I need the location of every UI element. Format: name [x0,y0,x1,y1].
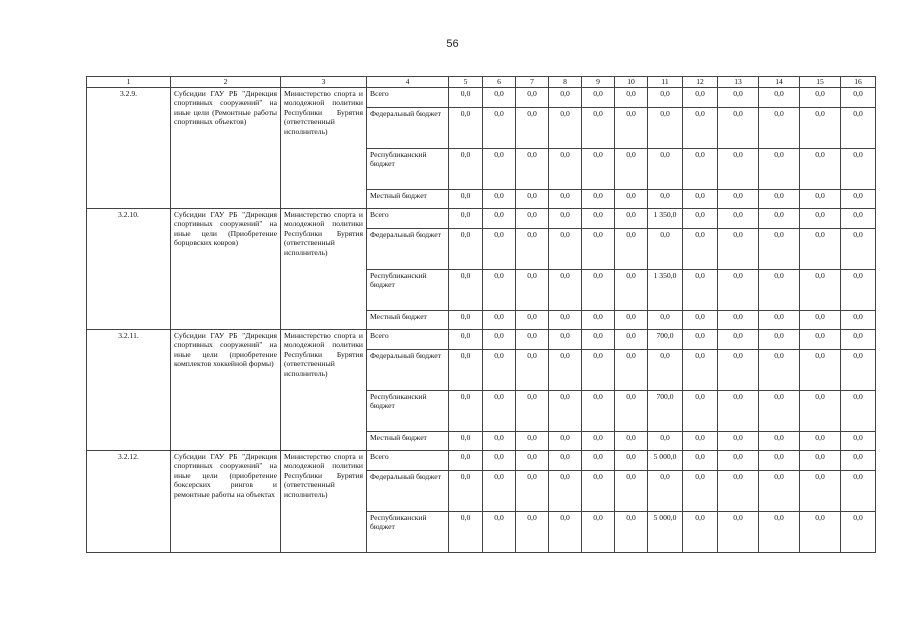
funding-value: 0,0 [648,108,683,149]
funding-value: 0,0 [549,190,582,209]
funding-value: 0,0 [615,391,648,432]
funding-value: 0,0 [648,350,683,391]
funding-value: 0,0 [841,229,876,270]
funding-value: 0,0 [648,229,683,270]
funding-value: 0,0 [683,451,718,471]
funding-value: 0,0 [449,512,483,553]
funding-value: 0,0 [582,311,615,330]
funding-value: 0,0 [841,471,876,512]
funding-value: 0,0 [718,149,759,190]
table-header-row [87,77,876,88]
funding-value: 0,0 [683,512,718,553]
funding-value: 0,0 [759,209,800,229]
funding-value: 0,0 [800,209,841,229]
funding-value: 0,0 [615,451,648,471]
funding-value: 0,0 [648,149,683,190]
funding-value: 0,0 [582,190,615,209]
funding-value: 0,0 [582,350,615,391]
funding-value: 0,0 [841,108,876,149]
funding-value: 0,0 [800,350,841,391]
funding-value: 0,0 [449,190,483,209]
funding-value: 0,0 [683,391,718,432]
funding-value: 0,0 [718,471,759,512]
funding-value: 0,0 [759,229,800,270]
funding-value: 0,0 [449,149,483,190]
funding-value: 0,0 [549,88,582,108]
funding-value: 0,0 [483,108,516,149]
funding-value: 0,0 [582,88,615,108]
funding-value: 1 350,0 [648,270,683,311]
funding-value: 0,0 [582,149,615,190]
funding-value: 0,0 [718,451,759,471]
funding-value: 0,0 [483,432,516,451]
measure-code: 3.2.12. [87,451,171,553]
funding-value: 0,0 [516,451,549,471]
funding-value: 0,0 [841,391,876,432]
funding-value: 0,0 [759,471,800,512]
funding-value: 0,0 [582,330,615,350]
table-row [87,330,876,350]
funding-value: 0,0 [549,229,582,270]
funding-value: 0,0 [841,149,876,190]
funding-value: 0,0 [800,330,841,350]
funding-value: 0,0 [549,432,582,451]
funding-value: 0,0 [483,229,516,270]
funding-value: 0,0 [582,432,615,451]
funding-source: Федеральный бюджет [367,229,449,270]
funding-value: 0,0 [759,311,800,330]
funding-value: 0,0 [615,471,648,512]
funding-value: 0,0 [683,209,718,229]
funding-value: 0,0 [718,209,759,229]
funding-value: 0,0 [800,451,841,471]
measure-name: Субсидии ГАУ РБ "Дирекция спортивных сооружений" на иные цели (приобретение комплектов хоккейной формы) [171,330,281,451]
measure-name: Субсидии ГАУ РБ "Дирекция спортивных сооружений" на иные цели (Приобретение борцовских ковров) [171,209,281,330]
funding-value: 0,0 [516,190,549,209]
funding-value: 0,0 [718,88,759,108]
funding-value: 0,0 [718,270,759,311]
funding-value: 1 350,0 [648,209,683,229]
funding-value: 0,0 [800,229,841,270]
funding-value: 0,0 [483,350,516,391]
funding-value: 0,0 [648,432,683,451]
funding-value: 0,0 [516,350,549,391]
measure-code: 3.2.9. [87,88,171,209]
funding-value: 0,0 [615,229,648,270]
funding-value: 0,0 [841,209,876,229]
measure-code: 3.2.11. [87,330,171,451]
funding-value: 0,0 [582,209,615,229]
funding-value: 0,0 [683,311,718,330]
funding-value: 0,0 [516,209,549,229]
funding-value: 0,0 [582,229,615,270]
funding-value: 0,0 [683,471,718,512]
column-header: 14 [759,77,800,88]
funding-value: 0,0 [648,311,683,330]
funding-value: 0,0 [800,391,841,432]
column-header: 4 [367,77,449,88]
funding-value: 0,0 [483,270,516,311]
funding-value: 0,0 [759,512,800,553]
funding-value: 0,0 [483,512,516,553]
column-header: 7 [516,77,549,88]
funding-value: 0,0 [800,311,841,330]
funding-value: 0,0 [449,229,483,270]
measure-name: Субсидии ГАУ РБ "Дирекция спортивных сооружений" на иные цели (Ремонтные работы спортивных объектов) [171,88,281,209]
funding-value: 0,0 [615,108,648,149]
column-header: 3 [281,77,367,88]
funding-value: 0,0 [759,190,800,209]
column-header: 5 [449,77,483,88]
funding-value: 0,0 [800,108,841,149]
responsible-executor: Министерство спорта и молодежной политики Республики Бурятия (ответственный исполнитель) [281,330,367,451]
funding-value: 700,0 [648,330,683,350]
funding-value: 0,0 [683,149,718,190]
funding-value: 0,0 [759,108,800,149]
funding-value: 5 000,0 [648,512,683,553]
funding-value: 0,0 [449,471,483,512]
funding-value: 0,0 [449,451,483,471]
funding-value: 0,0 [615,149,648,190]
funding-source: Республиканский бюджет [367,270,449,311]
funding-value: 0,0 [549,108,582,149]
funding-value: 0,0 [683,350,718,391]
funding-value: 0,0 [483,149,516,190]
funding-value: 0,0 [483,209,516,229]
funding-value: 0,0 [841,451,876,471]
funding-value: 0,0 [516,149,549,190]
funding-value: 0,0 [841,432,876,451]
funding-value: 0,0 [759,88,800,108]
page-number: 56 [446,38,459,50]
funding-value: 0,0 [582,451,615,471]
funding-value: 0,0 [683,108,718,149]
funding-value: 0,0 [615,209,648,229]
funding-value: 0,0 [449,209,483,229]
funding-value: 0,0 [648,471,683,512]
funding-value: 0,0 [516,471,549,512]
funding-value: 0,0 [648,88,683,108]
funding-value: 0,0 [841,311,876,330]
funding-value: 0,0 [516,311,549,330]
table-row [87,209,876,229]
funding-value: 0,0 [483,471,516,512]
funding-value: 0,0 [549,149,582,190]
funding-value: 0,0 [759,350,800,391]
funding-value: 0,0 [718,190,759,209]
funding-value: 0,0 [718,311,759,330]
funding-source: Республиканский бюджет [367,149,449,190]
funding-value: 0,0 [615,512,648,553]
funding-value: 0,0 [449,391,483,432]
column-header: 15 [800,77,841,88]
funding-value: 0,0 [615,432,648,451]
funding-value: 0,0 [516,330,549,350]
column-header: 6 [483,77,516,88]
funding-value: 0,0 [516,229,549,270]
funding-value: 0,0 [516,108,549,149]
funding-value: 0,0 [800,270,841,311]
funding-value: 0,0 [549,471,582,512]
funding-value: 0,0 [841,270,876,311]
table-row [87,451,876,471]
funding-value: 0,0 [582,391,615,432]
funding-value: 0,0 [841,350,876,391]
table-row [87,88,876,108]
funding-value: 0,0 [841,330,876,350]
funding-value: 0,0 [449,270,483,311]
column-header: 1 [87,77,171,88]
funding-value: 0,0 [683,270,718,311]
funding-value: 0,0 [615,311,648,330]
funding-value: 0,0 [759,432,800,451]
funding-value: 0,0 [549,209,582,229]
funding-value: 0,0 [718,350,759,391]
funding-value: 0,0 [483,451,516,471]
column-header: 16 [841,77,876,88]
funding-value: 0,0 [582,270,615,311]
column-header: 12 [683,77,718,88]
funding-value: 0,0 [759,149,800,190]
funding-source: Всего [367,209,449,229]
funding-value: 0,0 [549,311,582,330]
funding-value: 700,0 [648,391,683,432]
funding-value: 0,0 [516,270,549,311]
funding-source: Федеральный бюджет [367,108,449,149]
funding-value: 0,0 [718,512,759,553]
funding-value: 0,0 [800,471,841,512]
funding-value: 0,0 [759,451,800,471]
funding-value: 0,0 [800,149,841,190]
responsible-executor: Министерство спорта и молодежной политики Республики Бурятия (ответственный исполнитель) [281,451,367,553]
funding-value: 0,0 [683,432,718,451]
budget-table [86,76,876,553]
funding-value: 0,0 [449,108,483,149]
column-header: 13 [718,77,759,88]
column-header: 9 [582,77,615,88]
funding-value: 0,0 [516,88,549,108]
funding-value: 0,0 [483,330,516,350]
funding-source: Всего [367,88,449,108]
funding-value: 0,0 [683,88,718,108]
funding-value: 0,0 [449,350,483,391]
funding-value: 0,0 [483,190,516,209]
column-header: 10 [615,77,648,88]
funding-value: 0,0 [516,432,549,451]
funding-source: Республиканский бюджет [367,512,449,553]
funding-value: 0,0 [759,270,800,311]
funding-value: 0,0 [615,270,648,311]
funding-source: Всего [367,451,449,471]
funding-value: 0,0 [449,330,483,350]
funding-value: 0,0 [841,190,876,209]
funding-source: Всего [367,330,449,350]
funding-value: 0,0 [759,330,800,350]
funding-value: 0,0 [449,432,483,451]
funding-value: 0,0 [800,432,841,451]
funding-value: 0,0 [718,330,759,350]
funding-source: Республиканский бюджет [367,391,449,432]
funding-value: 5 000,0 [648,451,683,471]
measure-name: Субсидии ГАУ РБ "Дирекция спортивных сооружений" на иные цели (приобретение боксерских рингов и ремонтные работы на объектах [171,451,281,553]
funding-value: 0,0 [449,88,483,108]
funding-value: 0,0 [800,88,841,108]
funding-value: 0,0 [582,512,615,553]
funding-value: 0,0 [648,190,683,209]
funding-value: 0,0 [683,229,718,270]
funding-value: 0,0 [549,391,582,432]
funding-value: 0,0 [449,311,483,330]
column-header: 8 [549,77,582,88]
funding-value: 0,0 [759,391,800,432]
funding-source: Местный бюджет [367,311,449,330]
funding-source: Местный бюджет [367,190,449,209]
funding-value: 0,0 [841,88,876,108]
responsible-executor: Министерство спорта и молодежной политики Республики Бурятия (ответственный исполнитель) [281,88,367,209]
funding-value: 0,0 [718,229,759,270]
funding-value: 0,0 [800,512,841,553]
column-header: 2 [171,77,281,88]
funding-value: 0,0 [718,391,759,432]
funding-value: 0,0 [582,108,615,149]
funding-value: 0,0 [718,108,759,149]
funding-value: 0,0 [841,512,876,553]
funding-value: 0,0 [549,270,582,311]
funding-value: 0,0 [683,330,718,350]
funding-value: 0,0 [516,512,549,553]
funding-value: 0,0 [718,432,759,451]
funding-value: 0,0 [549,350,582,391]
funding-value: 0,0 [800,190,841,209]
column-header: 11 [648,77,683,88]
funding-value: 0,0 [483,311,516,330]
funding-source: Местный бюджет [367,432,449,451]
funding-source: Федеральный бюджет [367,350,449,391]
funding-value: 0,0 [615,350,648,391]
funding-source: Федеральный бюджет [367,471,449,512]
funding-value: 0,0 [483,88,516,108]
funding-value: 0,0 [683,190,718,209]
funding-value: 0,0 [615,330,648,350]
funding-value: 0,0 [549,512,582,553]
funding-value: 0,0 [615,88,648,108]
funding-value: 0,0 [483,391,516,432]
funding-value: 0,0 [582,471,615,512]
funding-value: 0,0 [549,451,582,471]
funding-value: 0,0 [549,330,582,350]
funding-value: 0,0 [516,391,549,432]
measure-code: 3.2.10. [87,209,171,330]
responsible-executor: Министерство спорта и молодежной политики Республики Бурятия (ответственный исполнитель) [281,209,367,330]
funding-value: 0,0 [615,190,648,209]
